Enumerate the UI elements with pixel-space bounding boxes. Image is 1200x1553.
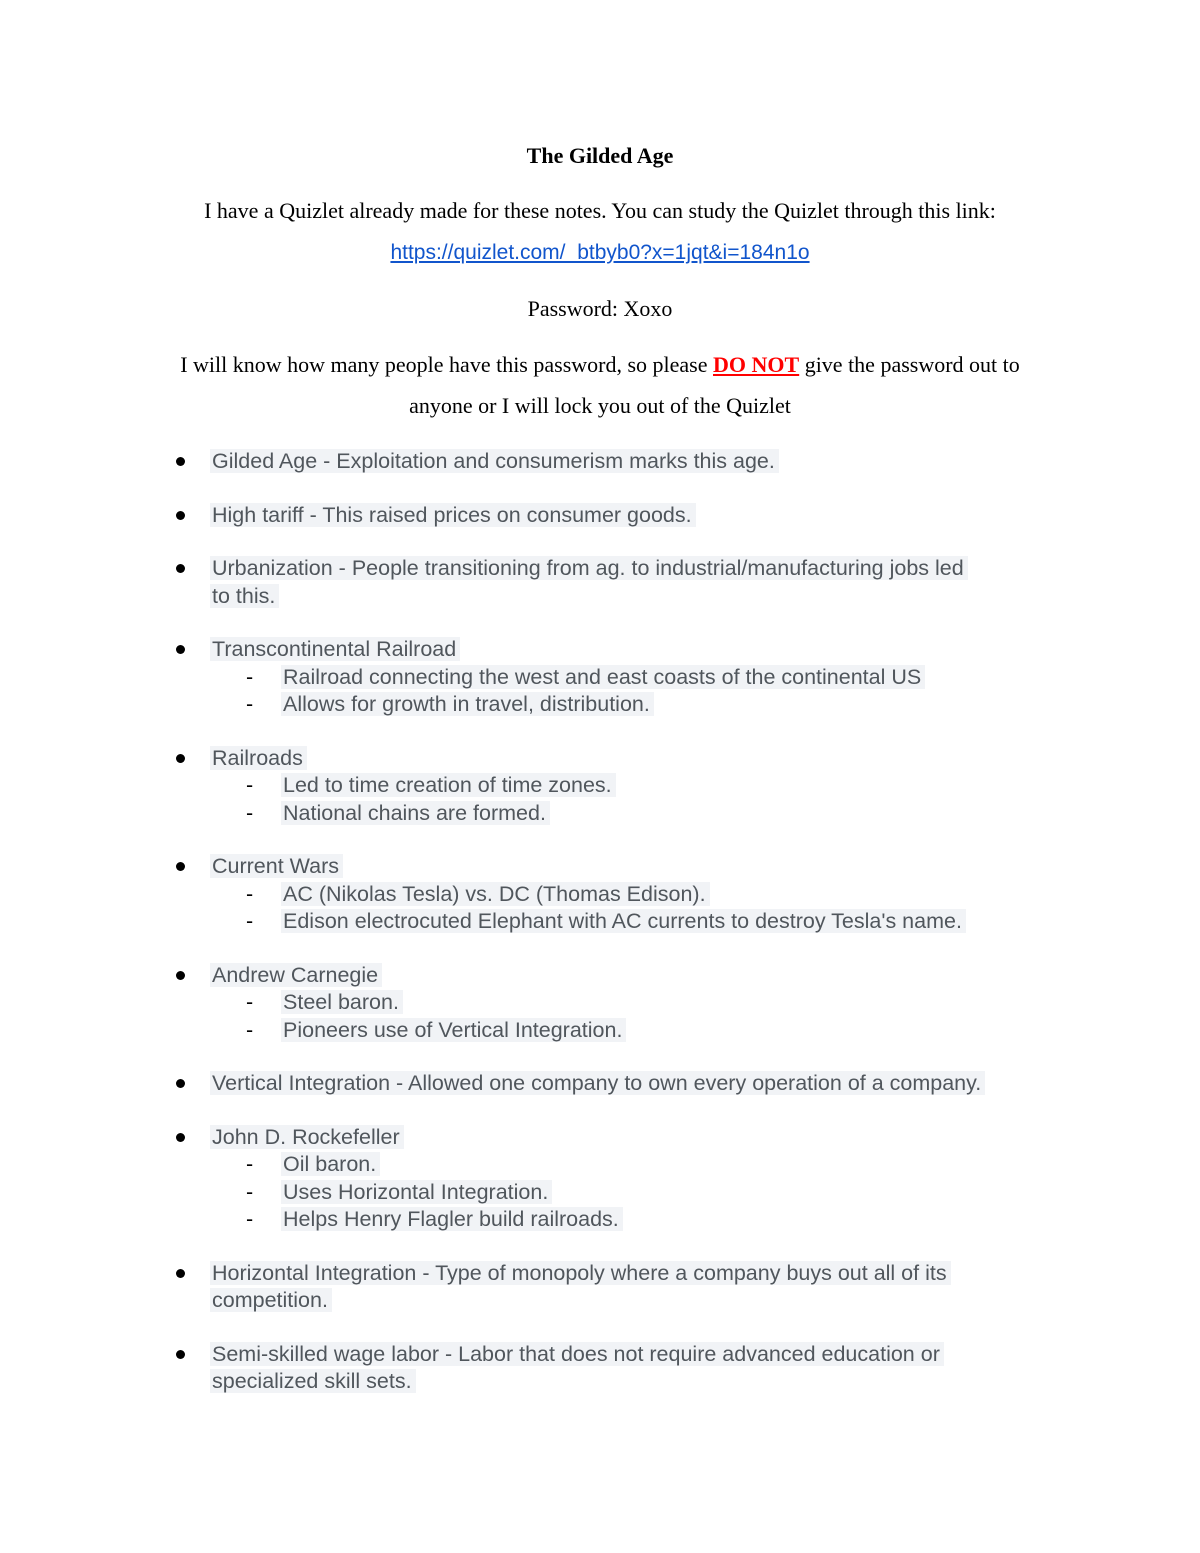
dash-marker-icon: - [246,881,254,906]
dash-marker-icon: - [246,1152,254,1176]
quizlet-link-container [0,240,1200,266]
sub-item [0,800,1200,827]
bullet-dot-icon [176,511,185,520]
sub-item-text [281,908,966,935]
note-text [210,502,696,529]
note-text [210,1341,944,1368]
note-text-span: Gilded Age - Exploitation and consumerism marks this age. [210,449,779,473]
sub-item-text-span: National chains are formed. [281,801,550,825]
sub-item [0,691,1200,718]
dash-marker-icon: - [246,1179,254,1204]
note-text [210,448,779,475]
note-text [210,1260,951,1287]
note-text-span: Andrew Carnegie [210,963,382,987]
note-text [210,1124,404,1151]
sub-item [0,989,1200,1016]
sub-item-text-span: Steel baron. [281,990,403,1014]
sub-item-text-span: Allows for growth in travel, distribution. [281,692,654,716]
sub-item-text-span: Pioneers use of Vertical Integration. [281,1018,626,1042]
dash-marker-icon: - [246,990,254,1014]
note-text [210,962,382,989]
sub-item [0,908,1200,935]
note-text [210,555,968,582]
sub-item [0,664,1200,691]
note-text [210,636,460,663]
sub-item-text [281,1017,626,1044]
dash-marker-icon: - [246,664,254,689]
note-text [210,853,343,880]
sub-item-text-span: Uses Horizontal Integration. [281,1180,552,1204]
dash-marker-icon: - [246,1017,254,1042]
note-text-span: Railroads [210,746,307,770]
sub-item-text [281,1151,380,1178]
note-text-span: John D. Rockefeller [210,1125,404,1149]
sub-item-text-span: Oil baron. [281,1152,380,1176]
note-text-span: Vertical Integration - Allowed one company to own every operation of a company. [210,1071,985,1095]
dash-marker-icon: - [246,800,254,825]
sub-item [0,1151,1200,1178]
note-text [210,745,307,772]
sub-item-text [281,1179,552,1206]
sub-item [0,1206,1200,1233]
warning-text-after: give the password out to [799,352,1020,377]
note-text-span: Transcontinental Railroad [210,637,460,661]
bullet-dot-icon [176,754,185,763]
sub-item [0,1017,1200,1044]
dash-marker-icon: - [246,1207,254,1231]
sub-item-text [281,800,550,827]
bullet-dot-icon [176,862,185,871]
bullet-dot-icon [176,1133,185,1142]
note-text-span: High tariff - This raised prices on consumer goods. [210,503,696,527]
sub-item [0,772,1200,799]
page-title: The Gilded Age [526,143,674,168]
note-text-span: specialized skill sets. [210,1369,416,1393]
bullet-dot-icon [176,1269,185,1278]
bullet-dot-icon [176,1350,185,1359]
sub-item-text-span: Edison electrocuted Elephant with AC currents to destroy Tesla's name. [281,909,966,933]
note-text [210,583,279,610]
sub-item-text [281,989,403,1016]
dash-marker-icon: - [246,909,254,933]
sub-item-text [281,881,710,908]
quizlet-link[interactable]: https://quizlet.com/_btbyb0?x=1jqt&i=184n1o [390,241,810,264]
sub-item-text [281,772,616,799]
sub-item-text [281,664,925,691]
sub-item-text [281,1206,623,1233]
note-text-span: Horizontal Integration - Type of monopoly where a company buys out all of its [210,1261,951,1285]
note-text [210,1070,985,1097]
note-text-span: to this. [210,584,279,608]
sub-item-text-span: Led to time creation of time zones. [281,773,616,797]
note-text [210,1368,416,1395]
do-not-emphasis: DO NOT [713,352,800,377]
note-text-span: competition. [210,1288,332,1312]
bullet-dot-icon [176,457,185,466]
bullet-dot-icon [176,564,185,573]
bullet-dot-icon [176,971,185,980]
bullet-dot-icon [176,645,185,654]
bullet-dot-icon [176,1079,185,1088]
warning-line-1 [0,352,1200,378]
sub-item [0,881,1200,908]
dash-marker-icon: - [246,692,254,716]
note-text-span: Urbanization - People transitioning from ag. to industrial/manufacturing jobs led [210,556,968,580]
note-text-span: Current Wars [210,854,343,878]
intro-text: I have a Quizlet already made for these notes. You can study the Quizlet through this link: [204,198,996,223]
sub-item-text-span: Railroad connecting the west and east coasts of the continental US [281,665,925,689]
sub-item-text [281,691,654,718]
note-text-span: Semi-skilled wage labor - Labor that does not require advanced education or [210,1342,944,1366]
password-text: Password: Xoxo [527,296,673,321]
dash-marker-icon: - [246,773,254,797]
sub-item [0,1179,1200,1206]
warning-line-2: anyone or I will lock you out of the Quizlet [409,393,791,418]
sub-item-text-span: AC (Nikolas Tesla) vs. DC (Thomas Edison). [281,882,710,906]
note-text [210,1287,332,1314]
sub-item-text-span: Helps Henry Flagler build railroads. [281,1207,623,1231]
warning-text-before: I will know how many people have this password, so please [180,352,713,377]
